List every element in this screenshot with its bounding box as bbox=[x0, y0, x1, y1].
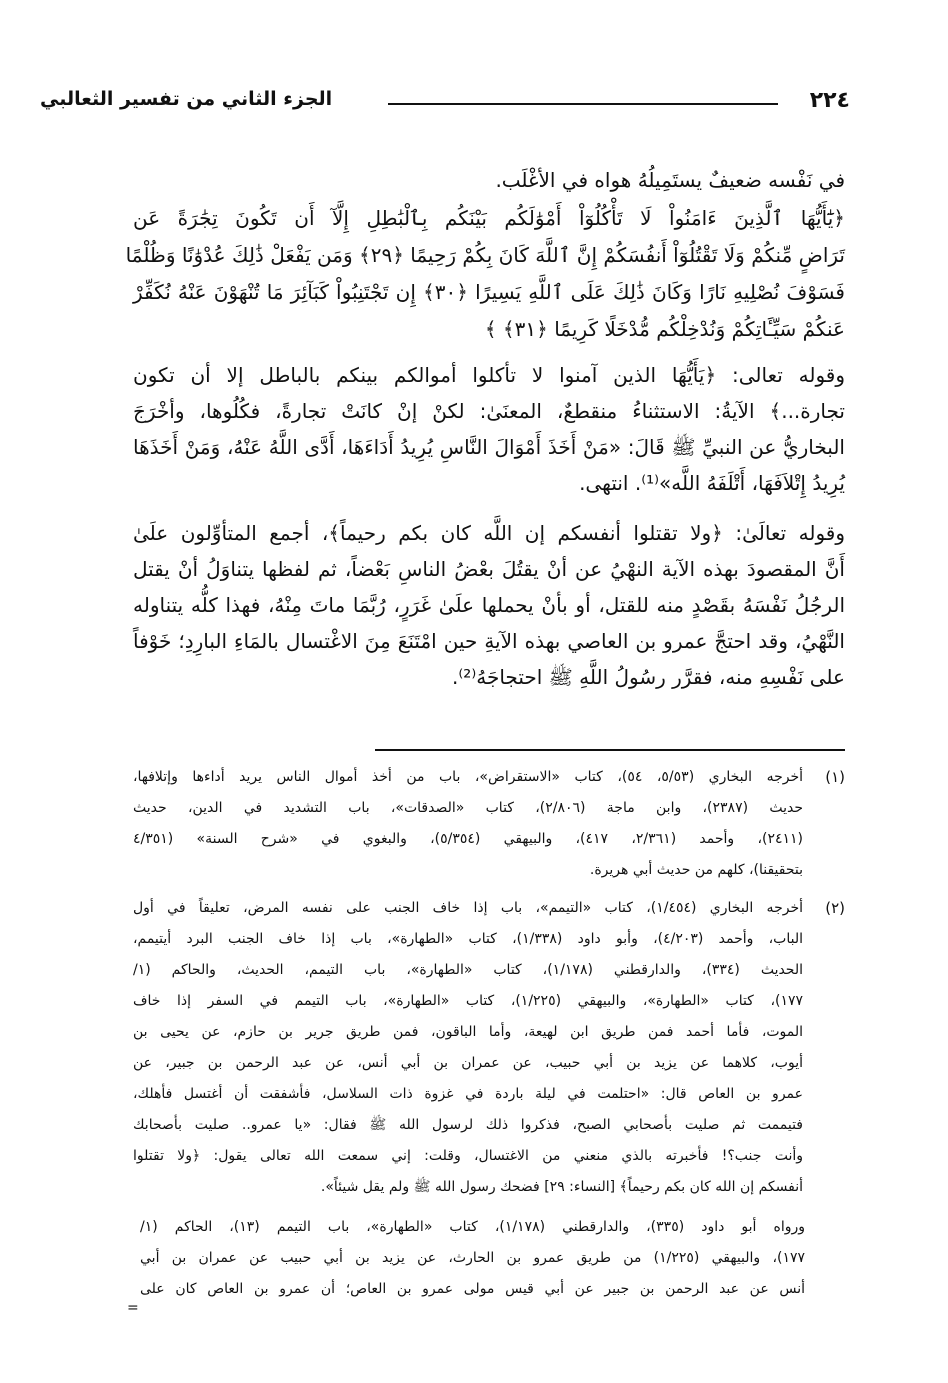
text-line: الرجُلُ نَفْسَهُ بقَصْدٍ منه للقتل، أو بأنْ يحملها علَىٰ غَرَرٍ، رُبَّمَا ماتَ مِنْهُ، فهذا كلُّه يتناوله bbox=[133, 593, 845, 617]
verse-line: فَسَوْفَ نُصْلِيهِ نَارًا وَكَانَ ذَٰلِكَ عَلَى ٱللَّهِ يَسِيرًا ﴿٣٠﴾ إِن تَجْتَنِبُواْ كَبَآئِرَ مَا تُنْهَوْنَ عَنْهُ نُكَفِّرْ bbox=[133, 280, 845, 304]
footnote-line: أنس عن عبد الرحمن بن جبير عن أبي قيس مولى عمرو بن العاص؛ أن عمرو بن العاص كان على bbox=[140, 1281, 805, 1297]
footnote-2 bbox=[133, 893, 845, 1203]
continuation-mark: = bbox=[127, 1300, 139, 1316]
text-line: أَنَّ المقصودَ بهذه الآية النهْيُ عن أنْ يقتُلَ بعْضُ الناسِ بَعْضاً، ثم لفظها يتناوَلُ أنْ يقتل bbox=[133, 557, 845, 581]
footnote-line: أنفسكم إن الله كان بكم رحيماً﴾ [النساء: ٢٩] فضحك رسول الله ﷺ ولم يقل شيئاً». bbox=[320, 1179, 803, 1195]
paragraph-1 bbox=[133, 357, 845, 501]
footnote-line: أخرجه البخاري (٥/٥٣، ٥٤)، كتاب «الاستقراض»، باب من أخذ أموال الناس يريد أداءها وإتلافها، bbox=[133, 769, 804, 785]
footnote-line: ١٧٧)، والبيهقي (١/٢٢٥) من طريق عمرو بن الحارث، عن يزيد بن أبي حبيب عن عمران بن أبي bbox=[140, 1250, 805, 1266]
footnote-line: وأنت جنب؟! فأخبرته بالذي منعني من الاغتسال، وقلت: إني سمعت الله تعالى يقول: ﴿ولا تقتلوا bbox=[133, 1148, 803, 1164]
verse-line: ﴿يَٰٓأَيُّهَا ٱلَّذِينَ ءَامَنُواْ لَا تَأْكُلُوٓاْ أَمْوَٰلَكُم بَيْنَكُم بِٱلْبَٰطِلِ إِلَّآ أَن تَكُونَ تِجَٰرَةً عَن bbox=[133, 206, 845, 230]
text-line: تجارة...﴾ الآيةُ: الاستثناءُ منقطعٌ، المعنَىٰ: لكنْ إنْ كانَتْ تجارةً، فكُلُوها، وأخْرَجَ bbox=[133, 399, 845, 423]
footnote-line: ورواه أبو داود (٣٣٥)، والدارقطني (١/١٧٨)، كتاب «الطهارة»، باب التيمم (١٣)، الحاكم (١/ bbox=[140, 1219, 805, 1235]
text-line: على نَفْسِهِ منه، فقرَّر رسُولُ اللَّهِ ﷺ احتجاجَهُ⁽²⁾. bbox=[452, 665, 845, 689]
text-line: وقوله تعالَىٰ: ﴿ولا تقتلوا أنفسكم إن اللَّه كان بكم رحيماً﴾، أجمع المتأوِّلون علَىٰ bbox=[133, 521, 845, 545]
paragraph-2 bbox=[133, 515, 845, 695]
footnote-line: الحديث (٣٣٤)، والدارقطني (١/١٧٨)، كتاب «الطهارة»، باب التيمم، الحديث، والحاكم (١/ bbox=[133, 962, 804, 978]
footnote-line: أيوب، كلاهما عن يزيد بن أبي حبيب، عن عمران بن أبي أنس، عن عبد الرحمن بن جبير، عن bbox=[133, 1055, 803, 1071]
running-header bbox=[40, 88, 850, 122]
footnote-line: ١٧٧)، كتاب «الطهارة»، والبيهقي (١/٢٢٥)، كتاب «الطهارة»، باب التيمم في السفر إذا خاف bbox=[133, 993, 803, 1009]
page-number: ٢٢٤ bbox=[809, 88, 850, 113]
footnote-line: عمرو بن العاص قال: «احتلمت في ليلة باردة في غزوة ذات السلاسل، فأشفقت أن أغتسل فأهلك، bbox=[133, 1086, 803, 1102]
text-line: في نَفْسه ضعيفٌ يستَمِيلُهُ هواه في الأغْلَب. bbox=[495, 168, 845, 192]
intro-line bbox=[133, 162, 845, 198]
quran-verses bbox=[125, 200, 845, 348]
text-line: النَّهْيُ، وقد احتجَّ عمرو بن العاصي بهذه الآيةِ حين امْتَنَعَ مِنَ الاغْتسال بالمَاءِ البارِدِ؛ خَوْفاً bbox=[133, 629, 845, 653]
footnote-line: بتحقيقنا)، كلهم من حديث أبي هريرة. bbox=[589, 862, 803, 878]
footnote-number: (١) bbox=[825, 768, 845, 786]
footnote-number: (٢) bbox=[825, 899, 845, 917]
footnote-2-continuation bbox=[140, 1212, 805, 1305]
footnote-line: (٢٤١١)، وأحمد (٢/٣٦١، ٤١٧)، والبيهقي (٥/٣٥٤)، والبغوي في «شرح السنة» (٤/٣٥١ bbox=[133, 831, 803, 847]
footnote-1 bbox=[133, 762, 845, 886]
footnote-line: أخرجه البخاري (١/٤٥٤)، كتاب «التيمم»، باب إذا خاف الجنب على نفسه المرض، تعليقاً في أول bbox=[133, 900, 803, 916]
footnote-line: الموت، فأما أحمد فمن طريق ابن لهيعة، وأما الباقون، فمن طريق جرير بن حازم، عن يحيى بن bbox=[133, 1024, 803, 1040]
book-title: الجزء الثاني من تفسير الثعالبي bbox=[40, 88, 333, 110]
verse-line: تَرَاضٍ مِّنكُمْ وَلَا تَقْتُلُوٓاْ أَنفُسَكُمْ إِنَّ ٱللَّهَ كَانَ بِكُمْ رَحِيمًا ﴿٢٩﴾ وَمَن يَفْعَلْ ذَٰلِكَ عُدْوَٰنًا وَظُلْمًا bbox=[125, 243, 845, 267]
footnote-line: الباب، وأحمد (٤/٢٠٣)، وأبو داود (١/٣٣٨)، كتاب «الطهارة»، باب إذا خاف الجنب البرد أيتيمم، bbox=[133, 931, 803, 947]
text-line: يُرِيدُ إِتْلاَفَهَا، أَتْلَفَهُ اللَّه»⁽¹⁾. انتهى. bbox=[579, 471, 845, 495]
footnote-line: حديث (٢٣٨٧)، وابن ماجة (٢/٨٠٦)، كتاب «الصدقات»، باب التشديد في الدين، حديث bbox=[133, 800, 804, 816]
text-line: البخاريُّ عن النبيِّ ﷺ قَالَ: «مَنْ أَخَذَ أَمْوَالَ النَّاسِ يُرِيدُ أَدَاءَهَا، أَدَّى اللَّهُ عَنْهُ، وَمَنْ أَخَذَهَا bbox=[133, 435, 845, 459]
footnote-line: فتيممت ثم صليت بأصحابي الصبح، فذكروا ذلك لرسول الله ﷺ فقال: «يا عمرو.. صليت بأصحابك bbox=[133, 1117, 803, 1133]
text-line: وقوله تعالى: ﴿يَأَيُّهَا الذين آمنوا لا تأكلوا أموالكم بينكم بالباطل إلا أن تكون bbox=[133, 363, 845, 387]
footnote-separator bbox=[375, 749, 845, 751]
verse-line: عَنكُمْ سَيِّـَٔاتِكُمْ وَنُدْخِلْكُم مُّدْخَلًا كَرِيمًا ﴿٣١﴾ ﴾ bbox=[484, 317, 845, 341]
header-rule bbox=[388, 103, 778, 105]
